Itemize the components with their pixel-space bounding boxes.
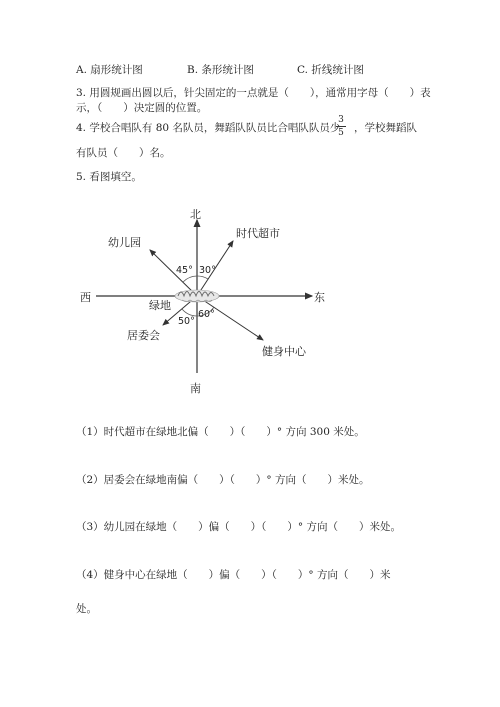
fraction-denominator: 5 — [338, 128, 344, 138]
label-committee: 居委会 — [127, 329, 160, 342]
option-c: C. 折线统计图 — [297, 64, 364, 76]
blank-question-3: （3）幼儿园在绿地（ ）偏（ ）（ ）° 方向（ ）米处。 — [76, 521, 402, 533]
label-time-supermarket: 时代超市 — [236, 227, 280, 240]
angle-ne: 30° — [199, 265, 216, 276]
arc-sw — [182, 309, 197, 316]
label-fitness-center: 健身中心 — [262, 345, 306, 358]
option-a: A. 扇形统计图 — [76, 64, 143, 76]
question-5-title: 5. 看图填空。 — [76, 171, 142, 183]
arc-nw — [183, 276, 197, 282]
blank-question-1: （1）时代超市在绿地北偏（ ）（ ）° 方向 300 米处。 — [76, 426, 365, 438]
arc-ne — [197, 276, 208, 279]
label-west: 西 — [80, 291, 91, 304]
label-green-area: 绿地 — [149, 299, 171, 312]
blank-question-2: （2）居委会在绿地南偏（ ）（ ）° 方向（ ）米处。 — [76, 474, 370, 486]
option-b: B. 条形统计图 — [187, 64, 254, 76]
angle-se: 60° — [198, 309, 215, 320]
fraction-numerator: 3 — [338, 115, 344, 125]
green-area-icon — [175, 290, 219, 302]
angle-sw: 50° — [178, 316, 195, 327]
question-3-line-2: 示，（ ）决定圆的位置。 — [76, 102, 208, 114]
label-kindergarten: 幼儿园 — [108, 236, 141, 249]
blank-question-4-continued: 处。 — [76, 603, 97, 615]
angle-nw: 45° — [176, 265, 193, 276]
blank-question-4: （4）健身中心在绿地（ ）偏（ ）（ ）° 方向（ ）米 — [76, 569, 391, 581]
label-north: 北 — [190, 208, 201, 221]
question-4-line-1-post: ，学校舞蹈队 — [354, 122, 417, 134]
label-east: 东 — [314, 291, 325, 304]
question-3-line-1: 3. 用圆规画出圆以后，针尖固定的一点就是（ ），通常用字母（ ）表 — [76, 87, 431, 99]
label-south: 南 — [190, 382, 201, 395]
question-4-line-1-pre: 4. 学校合唱队有 80 名队员，舞蹈队队员比合唱队队员少 — [76, 122, 341, 134]
question-4-line-2: 有队员（ ）名。 — [76, 147, 171, 159]
